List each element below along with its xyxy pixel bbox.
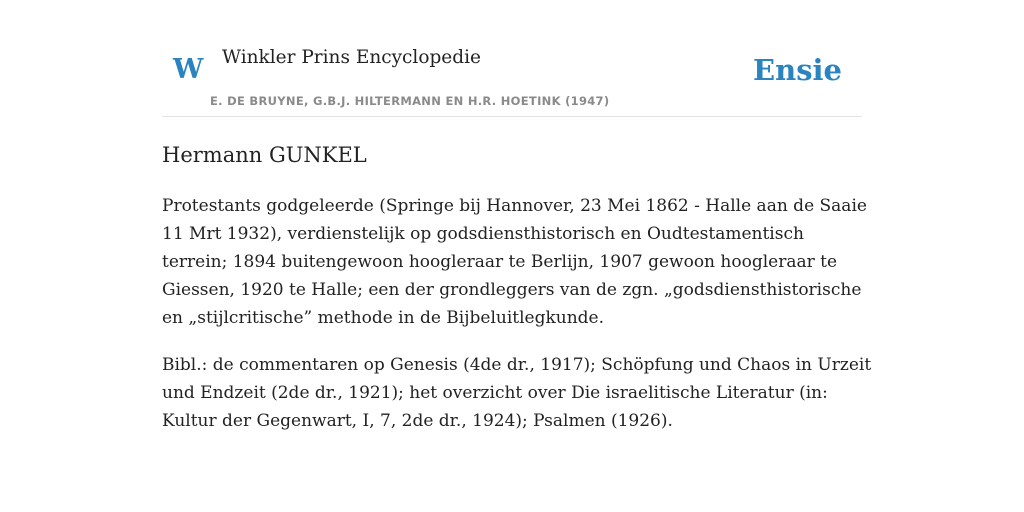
- encyclopedia-logo[interactable]: W: [173, 54, 204, 85]
- ensie-brand-link[interactable]: Ensie: [753, 53, 842, 87]
- encyclopedia-title[interactable]: Winkler Prins Encyclopedie: [222, 47, 481, 68]
- encyclopedia-authors: E. DE BRUYNE, G.B.J. HILTERMANN EN H.R. HOETINK (1947): [210, 94, 610, 108]
- entry-title: Hermann GUNKEL: [162, 143, 367, 167]
- entry-paragraph-bibliography: Bibl.: de commentaren op Genesis (4de dr., 1917); Schöpfung und Chaos in Urzeit und Endzeit (2de dr., 1921); het overzicht over Die israelitische Literatur (in: Kultur der Gegenwart, I, 7, 2de dr., 1924); Psalmen (1926).: [162, 355, 872, 431]
- encyclopedia-header: [162, 0, 862, 117]
- entry-paragraph-description: Protestants godgeleerde (Springe bij Hannover, 23 Mei 1862 - Halle aan de Saaie 11 Mrt 1932), verdienstelijk op godsdiensthistorisch en Oudtestamentisch terrein; 1894 buitengewoon hoogleraar te Berlijn, 1907 gewoon hoogleraar te Giessen, 1920 te Halle; een der grondleggers van de zgn. „godsdiensthistorische en „stijlcritische” methode in de Bijbeluitlegkunde.: [162, 196, 867, 328]
